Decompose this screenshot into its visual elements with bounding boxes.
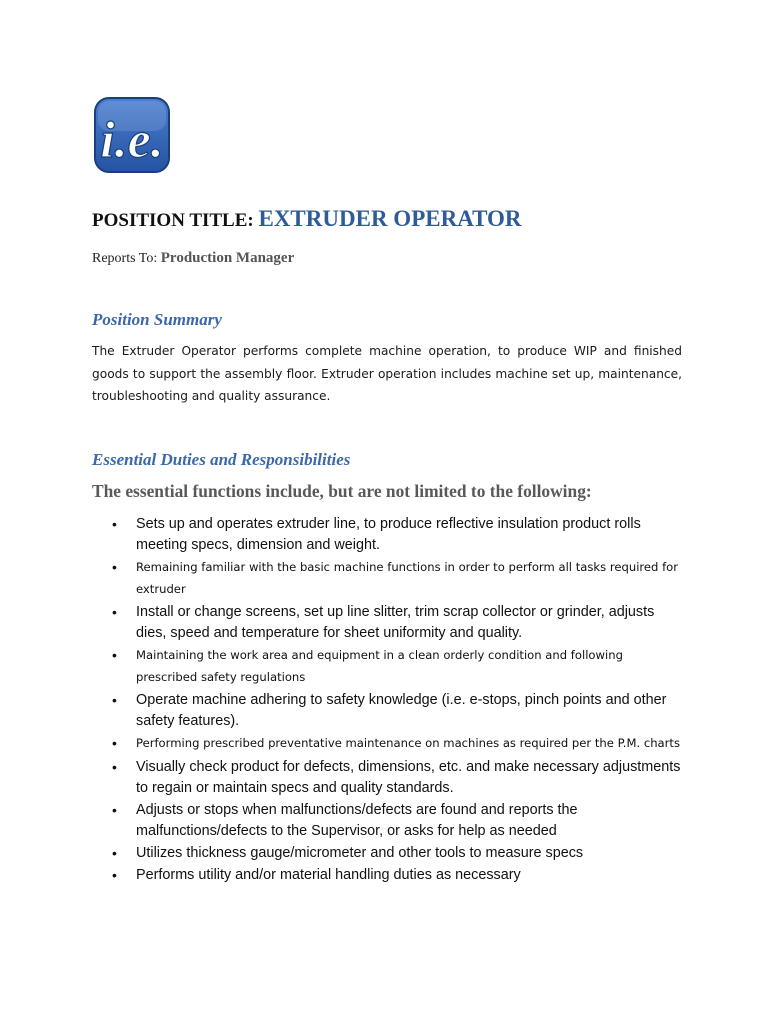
list-item: • Performing prescribed preventative maintenance on machines as required per the P.M. charts [110, 733, 682, 755]
company-logo [93, 96, 171, 174]
list-item: • Utilizes thickness gauge/micrometer and other tools to measure specs [110, 843, 682, 864]
position-title [92, 206, 522, 232]
list-item: • Maintaining the work area and equipment in a clean orderly condition and following prescribed safety regulations [110, 645, 682, 688]
position-title-value: EXTRUDER OPERATOR [258, 206, 522, 231]
position-title-label: POSITION TITLE: [92, 210, 259, 231]
logo-text: i.e. [100, 112, 164, 169]
list-item: • Visually check product for defects, dimensions, etc. and make necessary adjustments to regain or maintain specs and quality standards. [110, 757, 682, 799]
position-summary-text: The Extruder Operator performs complete machine operation, to produce WIP and finished goods to support the assembly floor. Extruder operation includes machine set up, maintenance, troubleshooting and quality assurance. [92, 344, 682, 403]
list-item: • Operate machine adhering to safety knowledge (i.e. e-stops, pinch points and other safety features). [110, 690, 682, 732]
duties-subheading: The essential functions include, but are not limited to the following: [92, 481, 592, 501]
position-summary-heading: Position Summary [92, 310, 222, 329]
duties-heading: Essential Duties and Responsibilities [92, 450, 351, 469]
list-item: • Install or change screens, set up line slitter, trim scrap collector or grinder, adjusts dies, speed and temperature for sheet uniformity and quality. [110, 602, 682, 644]
reports-to-label: Reports To: [92, 251, 161, 266]
reports-to [92, 250, 294, 267]
duties-list [110, 514, 682, 887]
ie-logo-icon [93, 96, 171, 174]
list-item: • Adjusts or stops when malfunctions/defects are found and reports the malfunctions/defects to the Supervisor, or asks for help as needed [110, 800, 682, 842]
list-item: • Sets up and operates extruder line, to produce reflective insulation product rolls meeting specs, dimension and weight. [110, 514, 682, 556]
list-item: • Remaining familiar with the basic machine functions in order to perform all tasks required for extruder [110, 557, 682, 600]
reports-to-value: Production Manager [160, 250, 295, 266]
list-item: • Performs utility and/or material handling duties as necessary [110, 865, 682, 886]
